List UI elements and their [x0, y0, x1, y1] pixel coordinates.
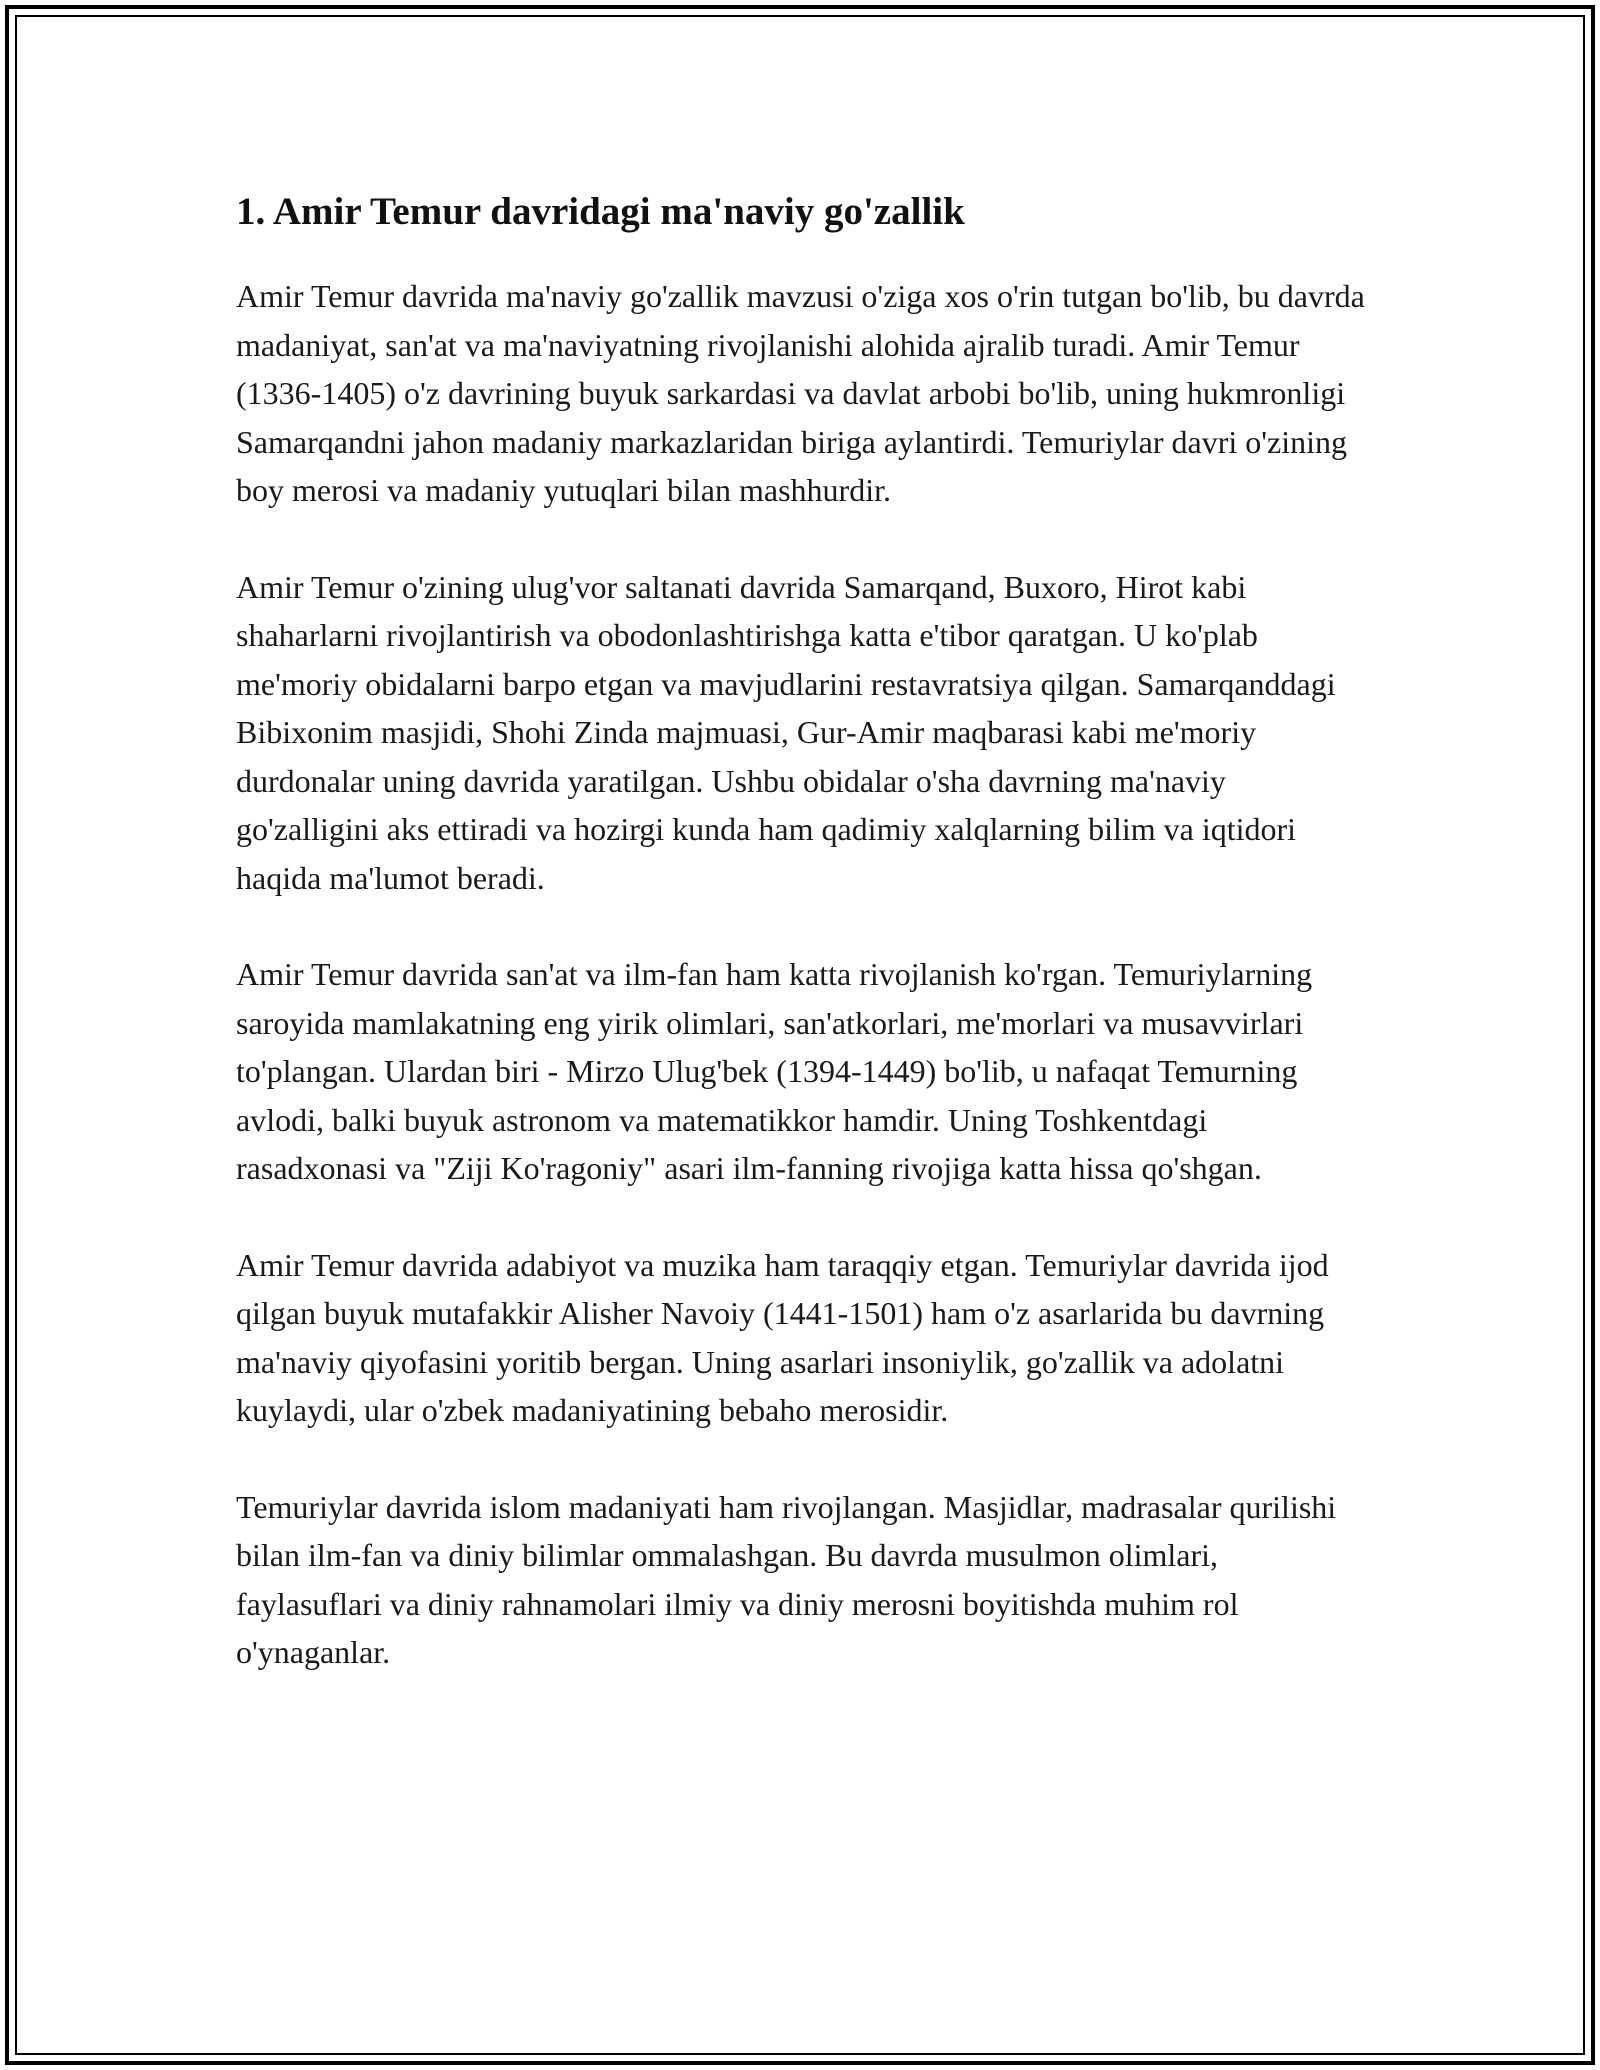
paragraph-1: Amir Temur davrida ma'naviy go'zallik mavzusi o'ziga xos o'rin tutgan bo'lib, bu davrda madaniyat, san'at va ma'naviyatning rivojlanishi alohida ajralib turadi. Amir Temur (1336-1405) o'z davrining buyuk sarkardasi va davlat arbobi bo'lib, uning hukmronligi Samarqandni jahon madaniy markazlaridan biriga aylantirdi. Temuriylar davri o'zining boy merosi va madaniy yutuqlari bilan mashhurdir.	[236, 278, 1365, 508]
paragraph-5: Temuriylar davrida islom madaniyati ham rivojlangan. Masjidlar, madrasalar qurilishi bilan ilm-fan va diniy bilimlar ommalashgan. Bu davrda musulmon olimlari, faylasuflari va diniy rahnamolari ilmiy va diniy merosni boyitishda muhim rol o'ynaganlar.	[236, 1488, 1337, 1670]
paragraph-2: Amir Temur o'zining ulug'vor saltanati davrida Samarqand, Buxoro, Hirot kabi shaharlarni rivojlantirish va obodonlashtirishga katta e'tibor qaratgan. U ko'plab me'moriy obidalarni barpo etgan va mavjudlarini restavratsiya qilgan. Samarqanddagi Bibixonim masjidi, Shohi Zinda majmuasi, Gur-Amir maqbarasi kabi me'moriy durdonalar uning davrida yaratilgan. Ushbu obidalar o'sha davrning ma'naviy go'zalligini aks ettiradi va hozirgi kunda ham qadimiy xalqlarning bilim va iqtidori haqida ma'lumot beradi.	[236, 568, 1336, 896]
document-body	[236, 186, 1366, 1725]
section-heading: 1. Amir Temur davridagi ma'naviy go'zallik	[236, 190, 965, 233]
paragraph-3: Amir Temur davrida san'at va ilm-fan ham katta rivojlanish ko'rgan. Temuriylarning saroyida mamlakatning eng yirik olimlari, san'atkorlari, me'morlari va musavvirlari to'plangan. Ulardan biri - Mirzo Ulug'bek (1394-1449) bo'lib, u nafaqat Temurning avlodi, balki buyuk astronom va matematikkor hamdir. Uning Toshkentdagi rasadxonasi va "Ziji Ko'ragoniy" asari ilm-fanning rivojiga katta hissa qo'shgan.	[236, 956, 1313, 1186]
paragraph-4: Amir Temur davrida adabiyot va muzika ham taraqqiy etgan. Temuriylar davrida ijod qilgan buyuk mutafakkir Alisher Navoiy (1441-1501) ham o'z asarlarida bu davrning ma'naviy qiyofasini yoritib bergan. Uning asarlari insoniylik, go'zallik va adolatni kuylaydi, ular o'zbek madaniyatining bebaho merosidir.	[236, 1246, 1329, 1428]
